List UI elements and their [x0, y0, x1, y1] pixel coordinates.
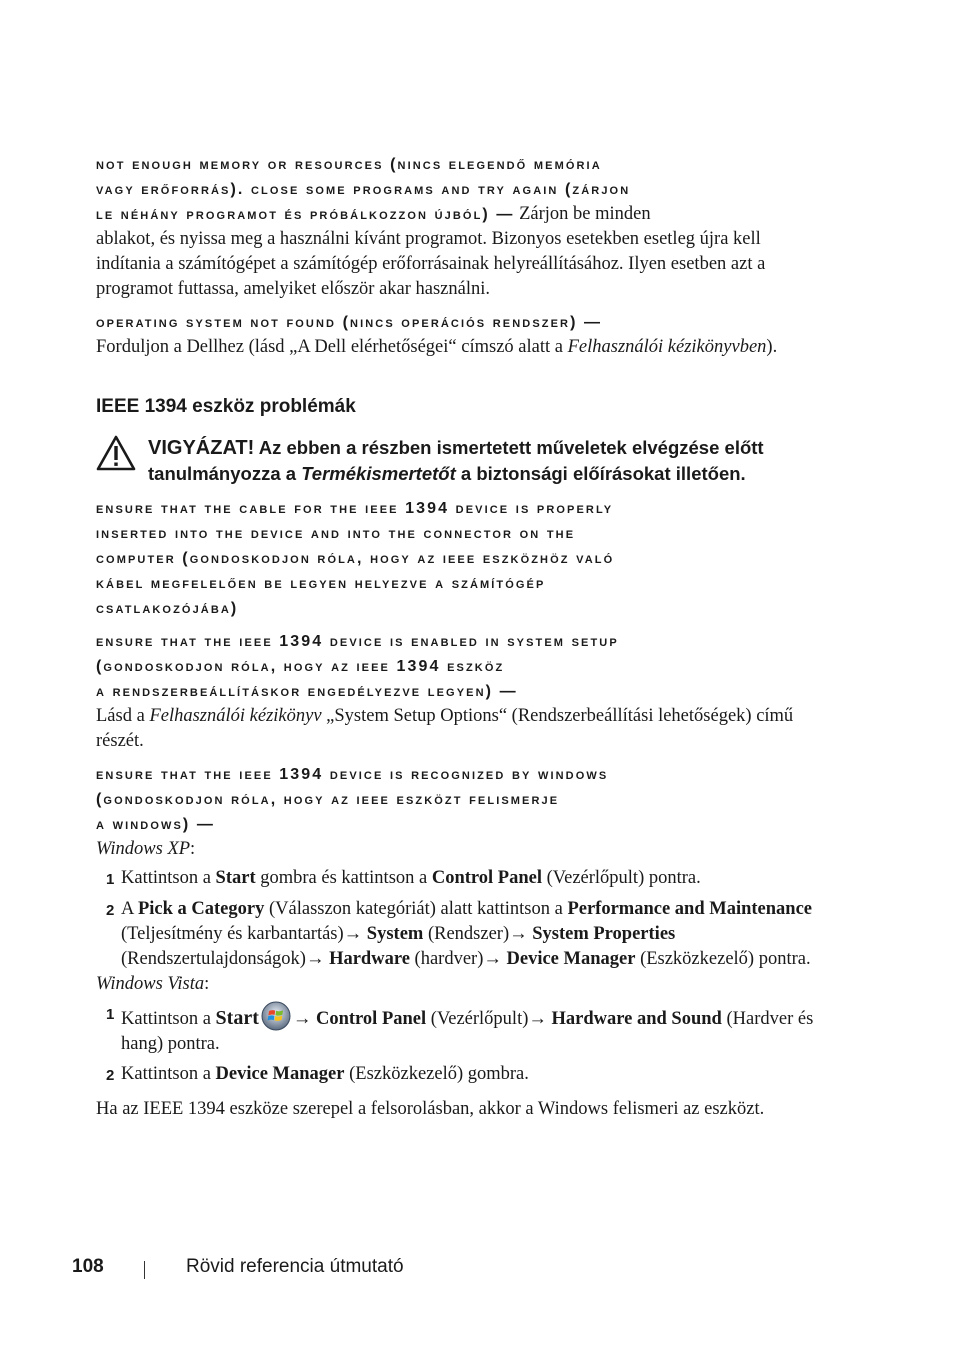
menu-ref: Hardware [329, 949, 410, 969]
text: Forduljon a Dellhez (lásd „A Dell elérhetőségei“ címszó alatt a [96, 337, 568, 357]
menu-ref: Device Manager [215, 1064, 345, 1084]
caution-triangle-icon [96, 435, 136, 471]
heading-line: a windows) — [96, 816, 215, 833]
menu-ref: Pick a Category [137, 899, 265, 919]
text: Lásd a [96, 706, 150, 726]
text: (Rendszertulajdonságok)→ [121, 949, 330, 969]
vista-steps [106, 1001, 824, 1088]
text: Kattintson a [121, 868, 216, 888]
heading-line: ensure that the ieee 1394 device is enabled in system setup [96, 633, 619, 650]
list-item [106, 866, 824, 892]
doc-ref: Termékismertetőt [301, 463, 456, 484]
section-title: IEEE 1394 eszköz problémák [96, 396, 356, 417]
text: A [121, 899, 138, 919]
start-label: Start [215, 1007, 259, 1029]
step-text [121, 897, 824, 972]
manual-ref: Felhasználói kézikönyv [149, 706, 322, 726]
heading-line: not enough memory or resources (nincs elegendő memória [96, 156, 602, 173]
troubleshoot-os [96, 310, 824, 360]
text: (Vezérlőpult) pontra. [542, 868, 701, 888]
menu-ref: Start [215, 868, 256, 888]
text: (hardver)→ [409, 949, 507, 969]
heading-line: le néhány programot és próbálkozzon újból) — [96, 206, 515, 223]
step-number: 2 [106, 902, 115, 919]
menu-ref: Hardware and Sound [551, 1009, 722, 1029]
step-number: 2 [106, 1067, 115, 1084]
text: (Teljesítmény és karbantartás)→ [121, 924, 367, 944]
menu-ref: Control Panel [431, 868, 543, 888]
heading-line: (gondoskodjon róla, hogy az ieee eszközt felismerje [96, 791, 560, 808]
list-item [106, 1062, 824, 1088]
step-text [121, 1001, 824, 1057]
text: (Vezérlőpult)→ [426, 1009, 552, 1029]
text: (Eszközkezelő) gombra. [344, 1064, 529, 1084]
text: ). [766, 337, 778, 357]
closing-text: Ha az IEEE 1394 eszköze szerepel a felsorolásban, akkor a Windows felismeri az eszközt. [96, 1099, 765, 1119]
windows-start-logo-icon [261, 1001, 291, 1031]
text: (Rendszer)→ [423, 924, 533, 944]
troubleshoot-setup [96, 629, 824, 754]
heading-line: a rendszerbeállításkor engedélyezve legyen) — [96, 683, 518, 700]
text: → [292, 1009, 316, 1029]
os-label [96, 837, 824, 862]
os-label [96, 972, 824, 997]
heading-line: (gondoskodjon róla, hogy az ieee 1394 eszköz [96, 658, 505, 675]
heading-line: kábel megfelelően be legyen helyezve a számítógép [96, 575, 546, 592]
text: Az ebben a részben ismertetett műveletek elvégzése előtt tanulmányozza a [148, 437, 764, 484]
text: : [204, 974, 210, 994]
text: a biztonsági előírásokat illetően. [455, 463, 746, 484]
menu-ref: Device Manager [506, 949, 636, 969]
footer-divider [144, 1261, 145, 1279]
list-item [106, 1001, 824, 1057]
text: gombra és kattintson a [255, 868, 432, 888]
list-item [106, 897, 824, 972]
text: (Hardver és hang) pontra. [121, 1009, 814, 1054]
heading-line: ensure that the ieee 1394 device is recognized by windows [96, 766, 609, 783]
heading-line: computer (gondoskodjon róla, hogy az ieee eszközhöz való [96, 550, 615, 567]
text: : [190, 839, 196, 859]
heading-line: ensure that the cable for the ieee 1394 device is properly [96, 500, 614, 517]
step-number: 1 [106, 1006, 115, 1023]
os-name: Windows Vista [96, 974, 205, 994]
os-name: Windows XP [96, 839, 191, 859]
heading-line: operating system not found (nincs operációs rendszer) — [96, 314, 603, 331]
page-number: 108 [72, 1256, 104, 1277]
manual-ref: Felhasználói kézikönyvben [567, 337, 767, 357]
caution-lead: VIGYÁZAT! [148, 437, 255, 459]
menu-ref: Control Panel [316, 1009, 427, 1029]
troubleshoot-memory [96, 152, 824, 302]
description: ablakot, és nyissa meg a használni kívánt programot. Bizonyos esetekben esetleg újra kell indítania a számítógépet a számítógép erőforrásainak helyreállításához. Ilyen esetben azt a programot futtassa, amelyiket először akar használni. [96, 229, 766, 299]
description [96, 335, 824, 360]
step-number: 1 [106, 871, 115, 888]
heading-line: vagy erőforrás). close some programs and try again (zárjon [96, 181, 631, 198]
page-content [96, 152, 824, 1122]
caution-box [96, 435, 824, 486]
menu-ref: System Properties [532, 924, 676, 944]
text: (Eszközkezelő) pontra. [635, 949, 811, 969]
step-text [121, 1062, 824, 1088]
menu-ref: System [366, 924, 424, 944]
description [96, 704, 824, 754]
heading-line: inserted into the device and into the connector on the [96, 525, 576, 542]
menu-ref: Performance and Maintenance [567, 899, 813, 919]
troubleshoot-windows [96, 762, 824, 837]
caution-text [148, 435, 824, 486]
heading-line: csatlakozójába) [96, 600, 239, 617]
description-inline: Zárjon be minden [514, 204, 651, 224]
text: Kattintson a [121, 1009, 216, 1029]
page-footer [72, 1256, 872, 1284]
text: „System Setup Options“ (Rendszerbeállítási lehetőségek) című részét. [96, 706, 794, 751]
footer-title: Rövid referencia útmutató [186, 1256, 404, 1277]
xp-steps [106, 866, 824, 972]
troubleshoot-cable [96, 496, 824, 621]
step-text [121, 866, 824, 892]
text: (Válasszon kategóriát) alatt kattintson a [264, 899, 568, 919]
text: Kattintson a [121, 1064, 216, 1084]
